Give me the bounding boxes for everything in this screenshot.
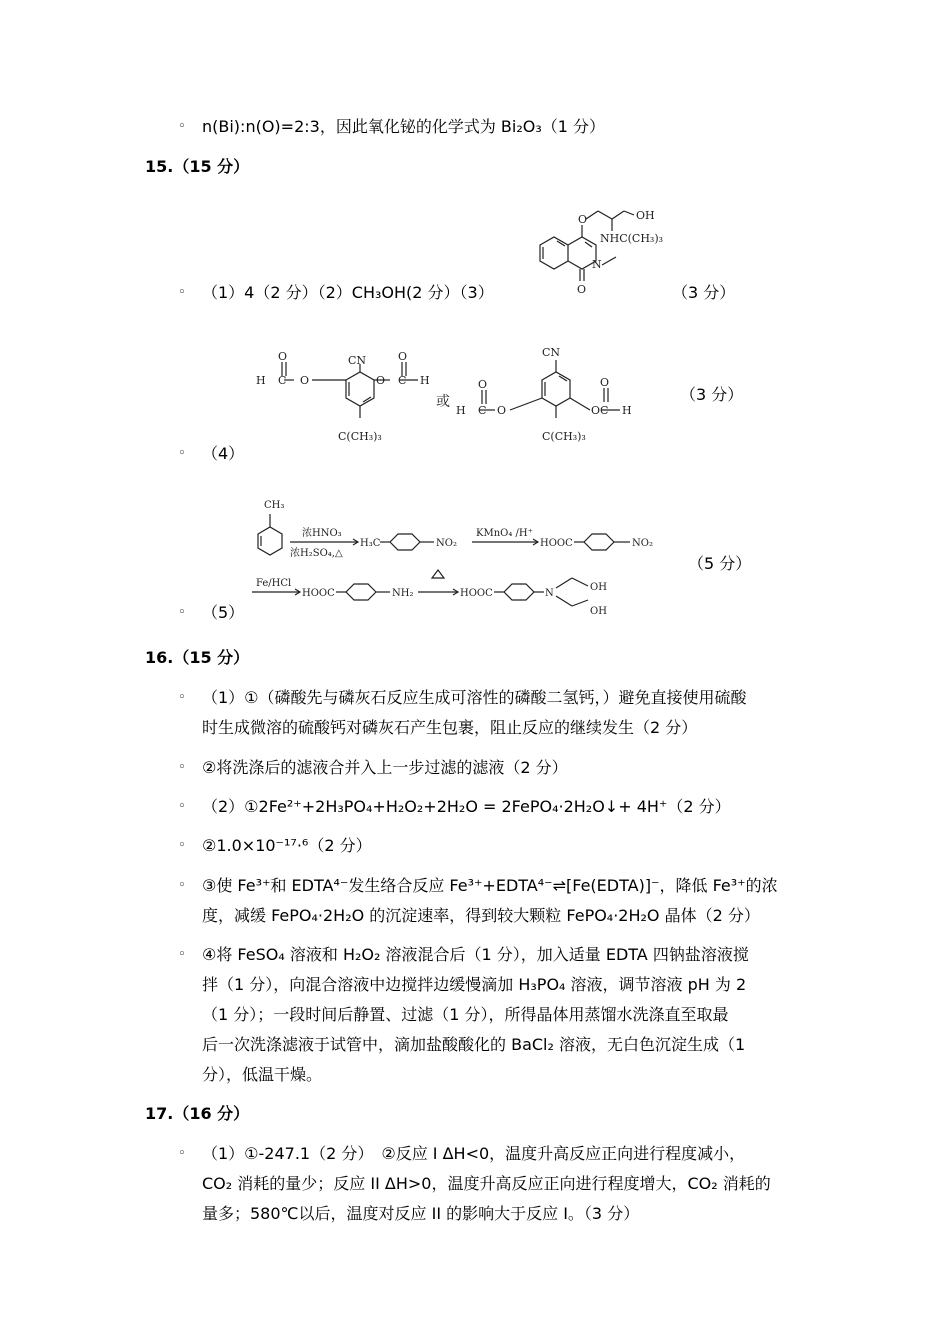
s4-c-2: C xyxy=(398,374,407,387)
q15-4-score: （3 分） xyxy=(680,385,744,404)
q16-2-4-line-a: ④将 FeSO₄ 溶液和 H₂O₂ 溶液混合后（1 分），加入适量 EDTA 四钠盐溶液搅 xyxy=(202,945,749,964)
q15-4-label: （4） xyxy=(202,444,245,463)
s4-o-3: O xyxy=(376,374,386,387)
s4-o-7: O xyxy=(591,404,601,417)
s5-ch3: CH₃ xyxy=(264,500,285,511)
q16-1-line-a: （1）①（磷酸先与磷灰石反应生成可溶性的磷酸二氢钙，）避免直接使用硫酸 xyxy=(202,688,747,707)
q16-2-4-line-d: 后一次洗涤滤液于试管中，滴加盐酸酸化的 BaCl₂ 溶液，无白色沉淀生成（1 xyxy=(202,1035,746,1054)
q16-2-3-line-b: 度，减缓 FePO₄·2H₂O 的沉淀速率，得到较大颗粒 FePO₄·2H₂O 晶体（2 分） xyxy=(202,906,760,925)
s4-c-1: C xyxy=(278,374,287,387)
question-16-heading: 16.（15 分） xyxy=(145,648,250,667)
s4-c-3: C xyxy=(478,404,487,417)
s4-o-6: O xyxy=(497,404,507,417)
s4-c-4: C xyxy=(600,404,609,417)
s5-hooc-1: HOOC xyxy=(540,538,573,549)
s5-reagent-1-top: 浓HNO₃ xyxy=(302,528,342,539)
bullet: ◦ xyxy=(178,1146,186,1161)
s3-n: N xyxy=(592,258,602,271)
bullet: ◦ xyxy=(178,838,186,853)
bullet: ◦ xyxy=(178,878,186,893)
s5-hooc-2: HOOC xyxy=(302,588,335,599)
s3-oh: OH xyxy=(636,209,655,222)
s4-cn-2: CN xyxy=(542,346,561,359)
s4-or: 或 xyxy=(436,394,450,410)
s3-nhc: NHC(CH₃)₃ xyxy=(600,232,664,245)
s5-reagent-3: Fe/HCl xyxy=(256,578,292,589)
q17-1-line-a: （1）①-247.1（2 分） ②反应 I ΔH<0，温度升高反应正向进行程度减小， xyxy=(202,1144,746,1163)
bullet: ◦ xyxy=(178,947,186,962)
q16-2-4-line-e: 分），低温干燥。 xyxy=(202,1065,323,1084)
s3-o-top: O xyxy=(578,213,588,226)
s5-no2-1: NO₂ xyxy=(436,538,457,549)
q16-2-2: ②1.0×10⁻¹⁷·⁶（2 分） xyxy=(202,836,372,855)
s4-cn-1: CN xyxy=(348,354,367,367)
bullet: ◦ xyxy=(178,760,186,775)
bullet: ◦ xyxy=(178,285,186,300)
s5-nh2: NH₂ xyxy=(392,588,414,599)
s4-h-2: H xyxy=(420,374,430,387)
s4-tbu-1: C(CH₃)₃ xyxy=(338,430,382,443)
q15-part-1-3: （1）4（2 分）（2）CH₃OH(2 分）（3） xyxy=(202,283,494,302)
s4-o-2: O xyxy=(300,374,310,387)
q16-2-3-line-a: ③使 Fe³⁺和 EDTA⁴⁻发生络合反应 Fe³⁺+EDTA⁴⁻⇌[Fe(EDTA)]⁻，降低 Fe³⁺的浓 xyxy=(202,876,778,895)
q15-5-label: （5） xyxy=(202,603,245,622)
q17-1-line-b: CO₂ 消耗的量少；反应 II ΔH>0，温度升高反应正向进行程度增大，CO₂ 消耗的 xyxy=(202,1174,771,1193)
s5-oh-2: OH xyxy=(590,606,607,617)
question-15-heading: 15.（15 分） xyxy=(145,157,250,176)
s5-reagent-2: KMnO₄ /H⁺ xyxy=(476,528,533,539)
q16-1-2: ②将洗涤后的滤液合并入上一步过滤的滤液（2 分） xyxy=(202,758,568,777)
s4-tbu-2: C(CH₃)₃ xyxy=(542,430,586,443)
s4-o-8: O xyxy=(600,376,610,389)
s4-h-4: H xyxy=(622,404,632,417)
bullet: ◦ xyxy=(178,799,186,814)
q16-2-1: （2）①2Fe²⁺+2H₃PO₄+H₂O₂+2H₂O = 2FePO₄·2H₂O↓+ 4H⁺（2 分） xyxy=(202,797,731,816)
q16-2-4-line-c: （1 分）；一段时间后静置、过滤（1 分），所得晶体用蒸馏水洗涤直至取最 xyxy=(202,1005,729,1024)
s5-hooc-3: HOOC xyxy=(460,588,493,599)
q16-1-line-b: 时生成微溶的硫酸钙对磷灰石产生包裹，阻止反应的继续发生（2 分） xyxy=(202,718,698,737)
bullet: ◦ xyxy=(178,446,186,461)
question-17-heading: 17.（16 分） xyxy=(145,1104,250,1123)
s3-o-bottom: O xyxy=(577,283,587,296)
q15-5-score: （5 分） xyxy=(688,554,752,573)
bullet: ◦ xyxy=(178,690,186,705)
s4-o-5: O xyxy=(478,378,488,391)
bullet: ◦ xyxy=(178,605,186,620)
bullet: ◦ xyxy=(178,119,186,134)
s4-h-1: H xyxy=(256,374,266,387)
q17-1-line-c: 量多；580℃以后，温度对反应 II 的影响大于反应 I。（3 分） xyxy=(202,1204,640,1223)
bi2o3-line: n(Bi):n(O)=2:3，因此氧化铋的化学式为 Bi₂O₃（1 分） xyxy=(202,117,606,136)
q15-3-structure xyxy=(520,195,670,300)
q15-5-synthesis xyxy=(240,492,680,622)
s5-h3c: H₃C xyxy=(360,538,381,549)
s5-n: N xyxy=(545,588,554,599)
s4-o-4: O xyxy=(398,350,408,363)
s5-reagent-1-bottom: 浓H₂SO₄,△ xyxy=(290,548,343,559)
s4-o-1: O xyxy=(278,350,288,363)
s4-h-3: H xyxy=(456,404,466,417)
s5-oh-1: OH xyxy=(590,582,607,593)
s5-no2-2: NO₂ xyxy=(632,538,653,549)
q16-2-4-line-b: 拌（1 分），向混合溶液中边搅拌边缓慢滴加 H₃PO₄ 溶液，调节溶液 pH 为 2 xyxy=(202,975,747,994)
q15-part-3-score: （3 分） xyxy=(672,283,736,302)
